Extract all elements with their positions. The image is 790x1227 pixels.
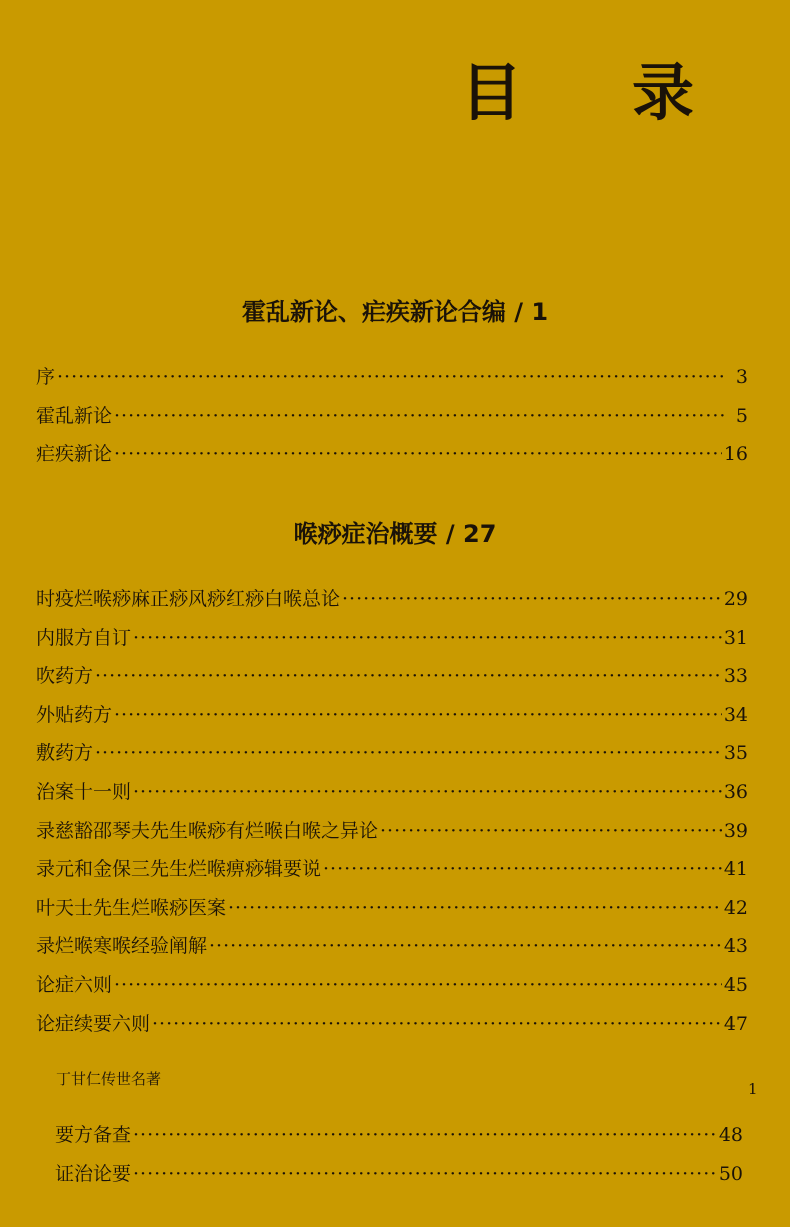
- dot-leader: [152, 1005, 722, 1044]
- toc-entry-page: 29: [723, 588, 748, 610]
- toc-entry-label: 内服方自订: [36, 626, 132, 649]
- toc-entry-label: 疟疾新论: [36, 443, 113, 466]
- toc-list-section-2: [36, 580, 748, 1043]
- toc-entry[interactable]: [36, 773, 748, 812]
- dot-leader: [114, 435, 722, 474]
- toc-entry[interactable]: [36, 696, 748, 735]
- toc-entry-label: 吹药方: [36, 665, 94, 688]
- dot-leader: [228, 889, 722, 928]
- toc-entry[interactable]: [36, 619, 748, 658]
- toc-entry-label: 霍乱新论: [36, 404, 113, 427]
- toc-entry-page: 5: [735, 404, 748, 427]
- series-name: 丁甘仁传世名著: [56, 1070, 162, 1088]
- toc-entry-page: 33: [723, 665, 748, 688]
- toc-entry-label: 录烂喉寒喉经验阐解: [36, 935, 208, 958]
- toc-entry[interactable]: [36, 358, 748, 397]
- toc-entry-page: 36: [723, 780, 748, 803]
- toc-entry[interactable]: [36, 657, 748, 696]
- toc-entry[interactable]: [36, 889, 748, 928]
- toc-entry[interactable]: [36, 927, 748, 966]
- toc-entry[interactable]: [36, 812, 748, 851]
- toc-entry-label: 证治论要: [55, 1162, 132, 1185]
- toc-list-section-1: [36, 358, 748, 474]
- dot-leader: [114, 696, 722, 735]
- section-title: 霍乱新论、疟疾新论合编 / 1: [241, 298, 549, 326]
- toc-entry[interactable]: [55, 1116, 743, 1155]
- toc-entry-label: 录慈豁邵琴夫先生喉痧有烂喉白喉之异论: [36, 819, 379, 842]
- toc-entry[interactable]: [55, 1155, 743, 1194]
- toc-entry-page: 50: [718, 1162, 743, 1185]
- dot-leader: [380, 812, 722, 851]
- toc-entry-page: 31: [723, 626, 748, 649]
- toc-entry-label: 论症续要六则: [36, 1012, 151, 1035]
- toc-entry-label: 时疫烂喉痧麻正痧风痧红痧白喉总论: [36, 588, 341, 610]
- section-title: 喉痧症治概要 / 27: [293, 520, 497, 548]
- toc-list-next-page: [55, 1116, 743, 1193]
- page-number: 1: [748, 1080, 758, 1098]
- toc-entry[interactable]: [36, 397, 748, 436]
- toc-entry-page: 47: [723, 1012, 748, 1035]
- dot-leader: [342, 580, 722, 619]
- toc-entry-label: 录元和金保三先生烂喉痹痧辑要说: [36, 858, 322, 881]
- dot-leader: [209, 927, 722, 966]
- toc-entry-page: 16: [723, 443, 748, 466]
- toc-entry-page: 48: [718, 1124, 743, 1146]
- dot-leader: [114, 966, 722, 1005]
- toc-entry[interactable]: [36, 1005, 748, 1044]
- toc-entry[interactable]: [36, 850, 748, 889]
- dot-leader: [133, 1155, 717, 1194]
- toc-entry[interactable]: [36, 734, 748, 773]
- toc-entry[interactable]: [36, 580, 748, 619]
- toc-entry-page: 3: [735, 366, 748, 388]
- toc-entry-page: 39: [723, 819, 748, 842]
- toc-entry-label: 序: [36, 366, 56, 388]
- toc-entry-label: 敷药方: [36, 742, 94, 765]
- toc-entry-label: 叶天士先生烂喉痧医案: [36, 896, 227, 919]
- toc-entry-label: 要方备查: [55, 1124, 132, 1146]
- dot-leader: [133, 1116, 717, 1155]
- dot-leader: [323, 850, 722, 889]
- dot-leader: [95, 734, 722, 773]
- dot-leader: [114, 397, 724, 436]
- toc-entry-label: 治案十一则: [36, 780, 132, 803]
- toc-entry-page: 43: [723, 935, 748, 958]
- toc-entry-page: 41: [723, 858, 748, 881]
- toc-entry[interactable]: [36, 966, 748, 1005]
- dot-leader: [133, 619, 722, 658]
- toc-entry-page: 42: [723, 896, 748, 919]
- toc-entry-label: 论症六则: [36, 973, 113, 996]
- dot-leader: [95, 657, 722, 696]
- page-title: 目 录: [460, 56, 738, 129]
- toc-entry-page: 35: [723, 742, 748, 765]
- toc-entry-page: 45: [723, 973, 748, 996]
- dot-leader: [133, 773, 722, 812]
- dot-leader: [57, 358, 724, 397]
- toc-entry-label: 外贴药方: [36, 703, 113, 726]
- toc-entry-page: 34: [723, 703, 748, 726]
- toc-entry[interactable]: [36, 435, 748, 474]
